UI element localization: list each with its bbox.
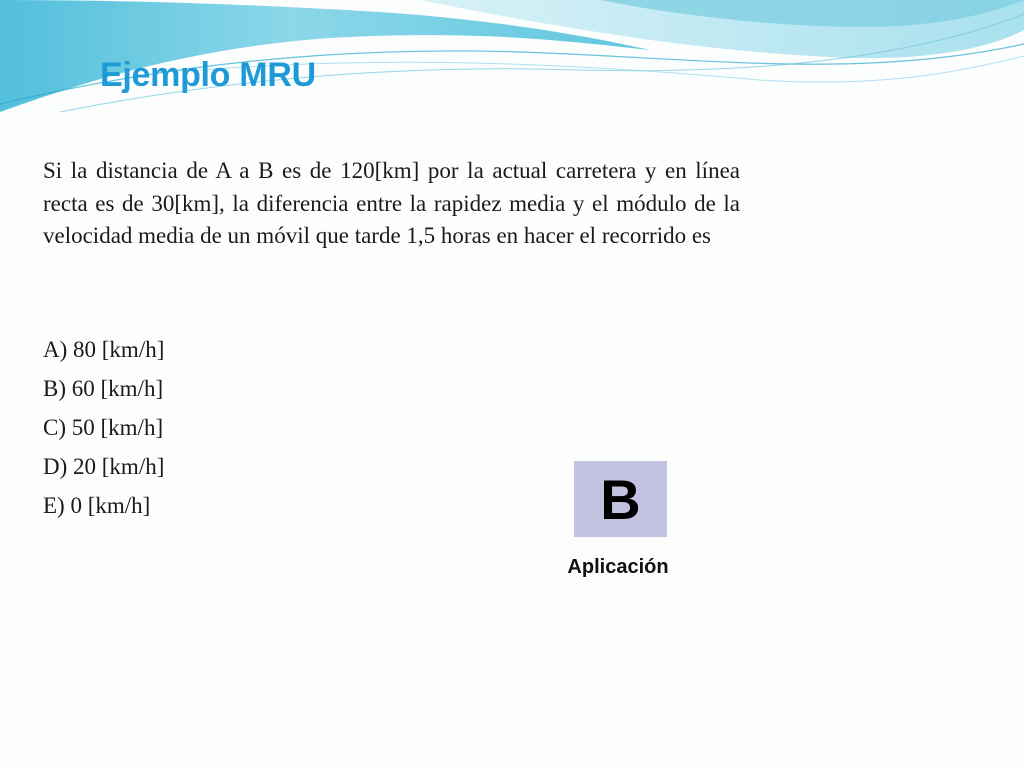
- option-d: D) 20 [km/h]: [43, 454, 165, 479]
- option-b: B) 60 [km/h]: [43, 376, 164, 401]
- category-label: Aplicación: [567, 556, 669, 578]
- option-c: C) 50 [km/h]: [43, 415, 164, 440]
- slide-title: Ejemplo MRU: [100, 56, 316, 94]
- answer-options-list: [43, 330, 164, 525]
- question-text: Si la distancia de A a B es de 120[km] por la actual carretera y en línea recta es de 30[km], la diferencia entre la rapidez media y el módulo de la velocidad media de un móvil que tarde 1,5 horas en hacer el recorrido es: [43, 158, 740, 248]
- option-a: A) 80 [km/h]: [43, 337, 165, 362]
- answer-box: B: [574, 461, 667, 537]
- option-e: E) 0 [km/h]: [43, 493, 151, 518]
